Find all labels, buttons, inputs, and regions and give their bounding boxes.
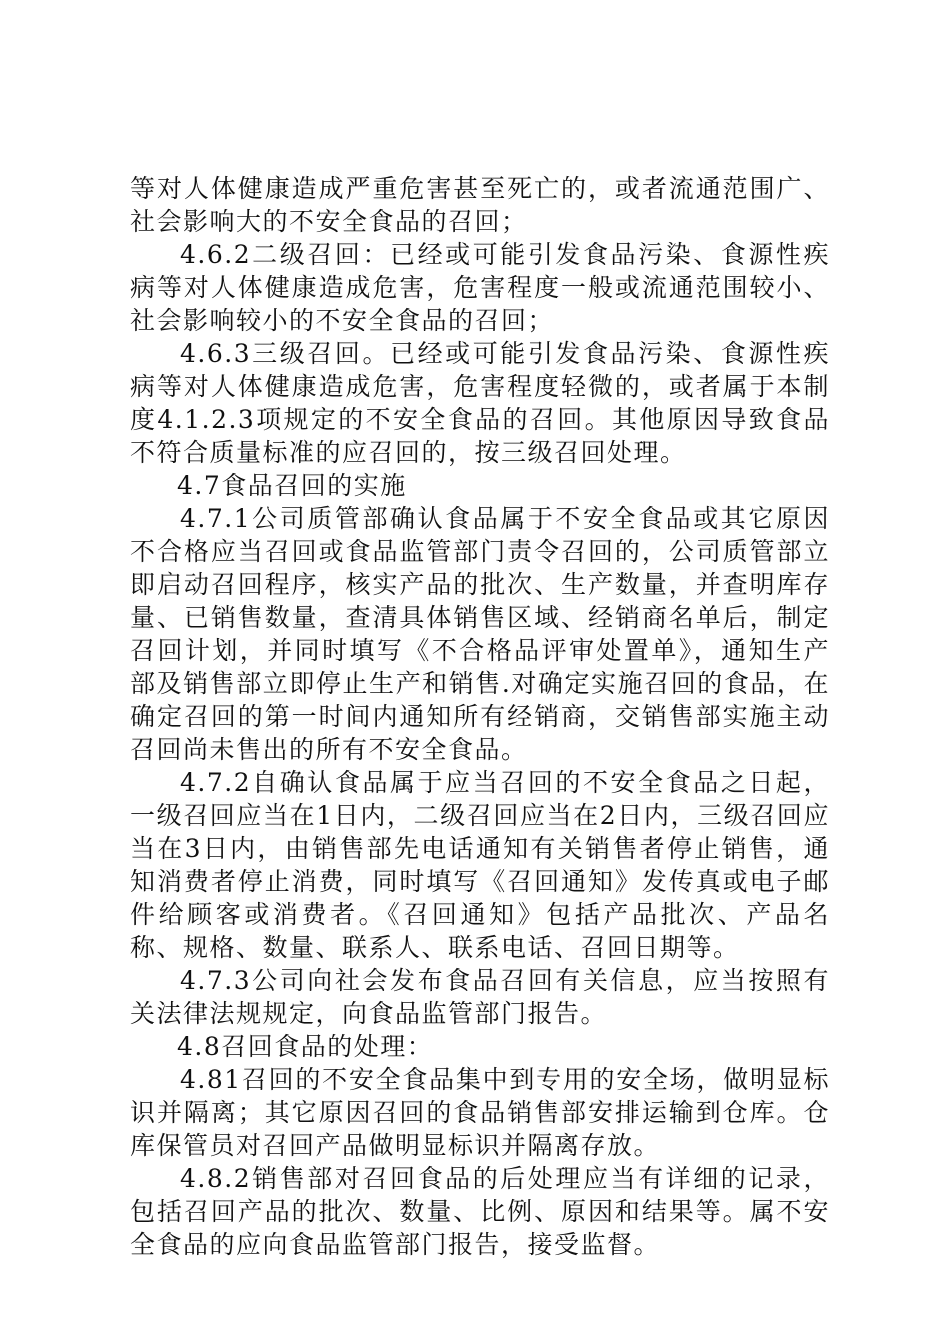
section-heading-4-7: 4.7食品召回的实施 [177,471,407,500]
paragraph-4-6-2: 4.6.2二级召回：已经或可能引发食品污染、食源性疾病等对人体健康造成危害，危害程度一般或流通范围较小、社会影响较小的不安全食品的召回； [130,240,830,335]
paragraph-4-8-2: 4.8.2销售部对召回食品的后处理应当有详细的记录，包括召回产品的批次、数量、比例、原因和结果等。属不安全食品的应向食品监管部门报告，接受监督。 [130,1164,830,1259]
paragraph-continued: 等对人体健康造成严重危害甚至死亡的，或者流通范围广、社会影响大的不安全食品的召回； [130,174,830,236]
paragraph-4-6-3: 4.6.3三级召回。已经或可能引发食品污染、食源性疾病等对人体健康造成危害，危害程度轻微的，或者属于本制度4.1.2.3项规定的不安全食品的召回。其他原因导致食品不符合质量标准的应召回的，按三级召回处理。 [130,339,830,467]
document-body [130,172,830,1261]
paragraph-4-7-1: 4.7.1公司质管部确认食品属于不安全食品或其它原因不合格应当召回或食品监管部门责令召回的，公司质管部立即启动召回程序，核实产品的批次、生产数量，并查明库存量、已销售数量，查清具体销售区域、经销商名单后，制定召回计划，并同时填写《不合格品评审处置单》，通知生产部及销售部立即停止生产和销售.对确定实施召回的食品，在确定召回的第一时间内通知所有经销商，交销售部实施主动召回尚未售出的所有不安全食品。 [130,504,830,764]
paragraph-4-7-2: 4.7.2自确认食品属于应当召回的不安全食品之日起，一级召回应当在1日内，二级召回应当在2日内，三级召回应当在3日内，由销售部先电话通知有关销售者停止销售，通知消费者停止消费，同时填写《召回通知》发传真或电子邮件给顾客或消费者。《召回通知》包括产品批次、产品名称、规格、数量、联系人、联系电话、召回日期等。 [130,768,830,962]
section-heading-4-8: 4.8召回食品的处理： [177,1032,434,1061]
paragraph-4-8-1: 4.81召回的不安全食品集中到专用的安全场，做明显标识并隔离；其它原因召回的食品销售部安排运输到仓库。仓库保管员对召回产品做明显标识并隔离存放。 [130,1065,830,1160]
paragraph-4-7-3: 4.7.3公司向社会发布食品召回有关信息，应当按照有关法律法规规定，向食品监管部门报告。 [130,966,830,1028]
